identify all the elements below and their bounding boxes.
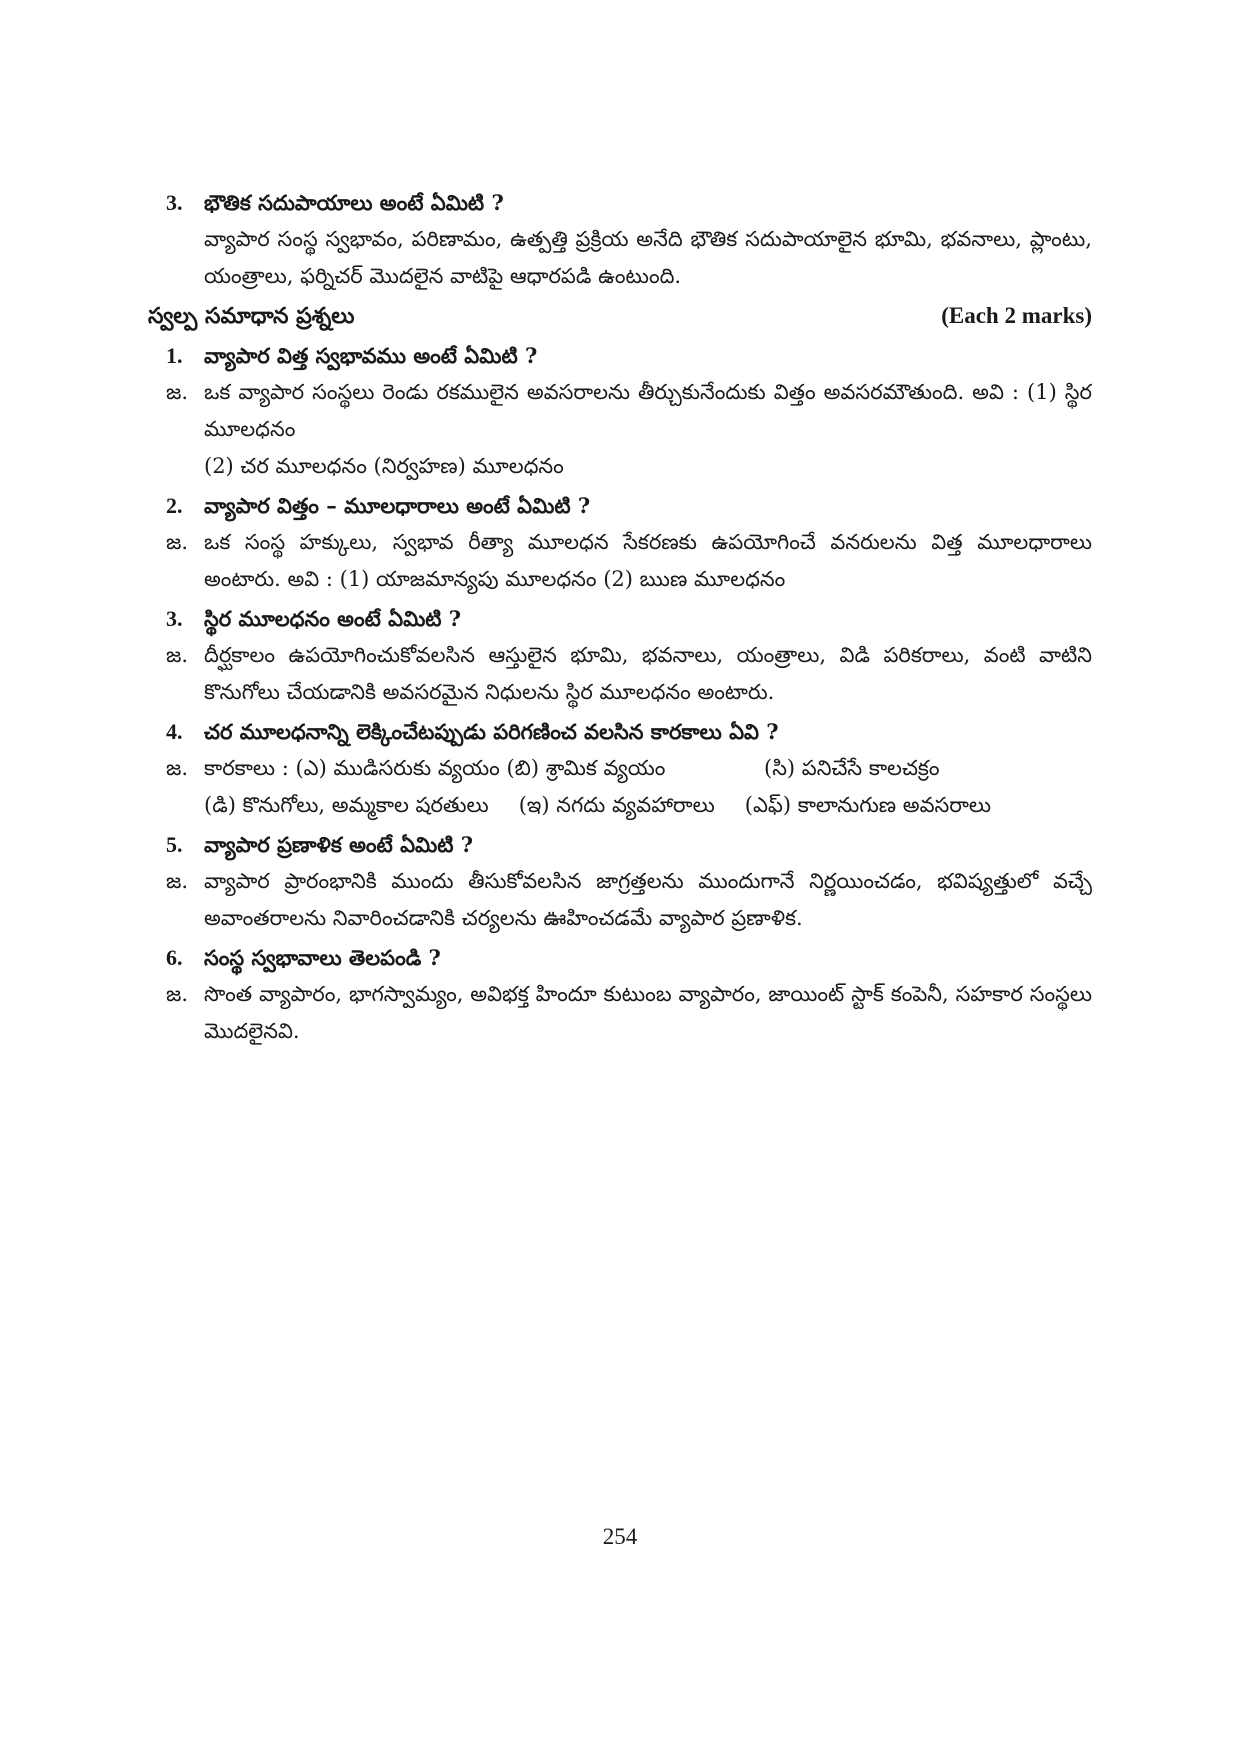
question-line — [148, 713, 1092, 750]
answer-text: ఒక వ్యాపార సంస్థలు రెండు రకములైన అవసరాలను తీర్చుకునేందుకు విత్తం అవసరమౌతుంది. అవి : (1) స్థిర మూలధనం — [204, 380, 1092, 441]
question-number: 2. — [166, 493, 183, 518]
answer-text: దీర్ఘకాలం ఉపయోగించుకోవలసిన ఆస్తులైన భూమి, భవనాలు, యంత్రాలు, విడి పరికరాలు, వంటి వాటిని కొనుగోలు చేయడానికి అవసరమైన నిధులను స్థిర మూలధనం అంటారు. — [204, 643, 1092, 704]
answer-line — [148, 750, 1092, 787]
factor-group: కారకాలు : (ఎ) ముడిసరుకు వ్యయం (బి) శ్రామిక వ్యయం — [204, 756, 666, 780]
factor-group: (డి) కొనుగోలు, అమ్మకాల షరతులు — [204, 793, 489, 817]
answer-text: ఒక సంస్థ హక్కులు, స్వభావ రీత్యా మూలధన సేకరణకు ఉపయోగించే వనరులను విత్త మూలధారాలు అంటారు. అవి : (1) యాజమాన్యపు మూలధనం (2) ఋణ మూలధనం — [204, 530, 1092, 591]
question-text: వ్యాపార విత్త స్వభావము అంటే ఏమిటి ? — [204, 343, 538, 368]
factors-row-1 — [204, 750, 1092, 787]
answer-line — [148, 976, 1092, 1050]
question-block-1 — [148, 337, 1092, 485]
answer-prefix: జ. — [166, 756, 189, 780]
answer-line — [148, 863, 1092, 937]
answer-line — [148, 374, 1092, 448]
factor-group: (సి) పనిచేసే కాలచక్రం — [764, 756, 940, 780]
question-text: చర మూలధనాన్ని లెక్కించేటప్పుడు పరిగణించ వలసిన కారకాలు ఏవి ? — [204, 719, 779, 744]
question-block-2 — [148, 487, 1092, 598]
section-heading — [148, 297, 1092, 335]
question-line — [148, 826, 1092, 863]
factor-group: (ఎఫ్) కాలానుగుణ అవసరాలు — [744, 793, 992, 817]
question-block-6 — [148, 939, 1092, 1050]
question-block-5 — [148, 826, 1092, 937]
answer-continuation: (2) చర మూలధనం (నిర్వహణ) మూలధనం — [204, 454, 564, 478]
answer-prefix: జ. — [166, 869, 189, 893]
answer-prefix: జ. — [166, 380, 189, 404]
answer-prefix: జ. — [166, 643, 189, 667]
answer-text: సొంత వ్యాపారం, భాగస్వామ్యం, అవిభక్త హిందూ కుటుంబ వ్యాపారం, జాయింట్ స్టాక్ కంపెనీ, సహకార సంస్థలు మొదలైనవి. — [204, 982, 1092, 1043]
intro-question-block — [148, 184, 1092, 295]
factors-row-2 — [148, 787, 1092, 824]
question-text: వ్యాపార ప్రణాళిక అంటే ఏమిటి ? — [204, 832, 474, 857]
question-number: 3. — [166, 190, 183, 215]
answer-line — [148, 637, 1092, 711]
question-line — [148, 487, 1092, 524]
page-content — [148, 182, 1092, 1050]
question-line — [148, 939, 1092, 976]
question-number: 5. — [166, 832, 183, 857]
question-number: 1. — [166, 343, 183, 368]
question-block-4 — [148, 713, 1092, 824]
question-number: 6. — [166, 945, 183, 970]
answer-text: వ్యాపార ప్రారంభానికి ముందు తీసుకోవలసిన జాగ్రత్తలను ముందుగానే నిర్ణయించడం, భవిష్యత్తులో వచ్చే అవాంతరాలను నివారించడానికి చర్యలను ఊహించడమే వ్యాపార ప్రణాళిక. — [204, 869, 1092, 930]
section-title: స్వల్ప సమాధాన ప్రశ్నలు — [148, 303, 355, 329]
question-number: 4. — [166, 719, 183, 744]
question-line — [148, 337, 1092, 374]
factor-group: (ఇ) నగదు వ్యవహారాలు — [518, 793, 715, 817]
question-text: స్థిర మూలధనం అంటే ఏమిటి ? — [204, 606, 462, 631]
question-text: భౌతిక సదుపాయాలు అంటే ఏమిటి ? — [204, 190, 504, 215]
question-line — [148, 184, 1092, 221]
question-line — [148, 600, 1092, 637]
question-block-3 — [148, 600, 1092, 711]
answer-line — [148, 524, 1092, 598]
answer-prefix: జ. — [166, 982, 189, 1006]
question-text: వ్యాపార విత్తం – మూలధారాలు అంటే ఏమిటి ? — [204, 493, 591, 518]
page-number: 254 — [602, 1524, 638, 1549]
answer-text: వ్యాపార సంస్థ స్వభావం, పరిణామం, ఉత్పత్తి ప్రక్రియ అనేది భౌతిక సదుపాయాలైన భూమి, భవనాలు, ప్లాంటు, యంత్రాలు, ఫర్నిచర్ మొదలైన వాటిపై ఆధారపడి ఉంటుంది. — [204, 227, 1092, 288]
answer-prefix: జ. — [166, 530, 189, 554]
question-number: 3. — [166, 606, 183, 631]
section-marks: (Each 2 marks) — [941, 303, 1092, 328]
question-text: సంస్థ స్వభావాలు తెలపండి ? — [204, 945, 441, 970]
